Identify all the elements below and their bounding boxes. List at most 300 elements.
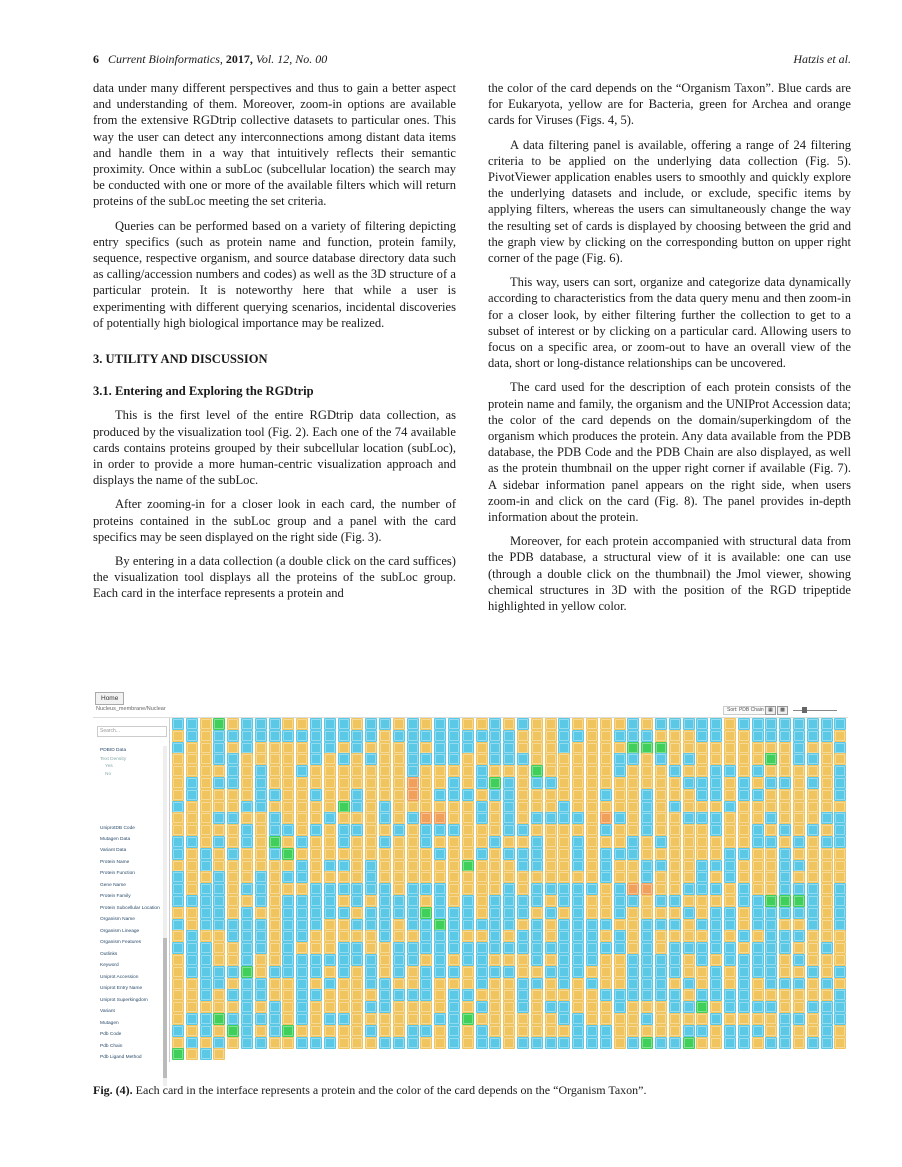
- protein-card-bacteria[interactable]: [655, 765, 667, 777]
- protein-card-eukaryota[interactable]: [282, 871, 294, 883]
- protein-card-eukaryota[interactable]: [738, 978, 750, 990]
- protein-card-eukaryota[interactable]: [545, 966, 557, 978]
- protein-card-bacteria[interactable]: [420, 1037, 432, 1049]
- protein-card-eukaryota[interactable]: [724, 765, 736, 777]
- protein-card-eukaryota[interactable]: [834, 777, 846, 789]
- protein-card-bacteria[interactable]: [351, 1037, 363, 1049]
- protein-card-eukaryota[interactable]: [269, 789, 281, 801]
- protein-card-eukaryota[interactable]: [269, 812, 281, 824]
- protein-card-eukaryota[interactable]: [213, 730, 225, 742]
- protein-card-bacteria[interactable]: [324, 919, 336, 931]
- protein-card-bacteria[interactable]: [296, 812, 308, 824]
- protein-card-bacteria[interactable]: [669, 860, 681, 872]
- protein-card-eukaryota[interactable]: [779, 718, 791, 730]
- protein-card-bacteria[interactable]: [627, 907, 639, 919]
- protein-card-bacteria[interactable]: [600, 777, 612, 789]
- protein-card-eukaryota[interactable]: [365, 907, 377, 919]
- protein-card-bacteria[interactable]: [834, 848, 846, 860]
- protein-card-eukaryota[interactable]: [821, 836, 833, 848]
- protein-card-eukaryota[interactable]: [531, 777, 543, 789]
- protein-card-eukaryota[interactable]: [420, 978, 432, 990]
- protein-card-eukaryota[interactable]: [738, 954, 750, 966]
- protein-card-bacteria[interactable]: [200, 871, 212, 883]
- protein-card-archea[interactable]: [627, 742, 639, 754]
- protein-card-bacteria[interactable]: [545, 742, 557, 754]
- protein-card-eukaryota[interactable]: [503, 966, 515, 978]
- protein-card-eukaryota[interactable]: [779, 848, 791, 860]
- protein-card-bacteria[interactable]: [489, 824, 501, 836]
- protein-card-eukaryota[interactable]: [545, 942, 557, 954]
- protein-card-eukaryota[interactable]: [448, 789, 460, 801]
- protein-card-eukaryota[interactable]: [282, 919, 294, 931]
- protein-card-bacteria[interactable]: [641, 907, 653, 919]
- protein-card-eukaryota[interactable]: [752, 1025, 764, 1037]
- protein-card-bacteria[interactable]: [793, 919, 805, 931]
- protein-card-bacteria[interactable]: [807, 871, 819, 883]
- protein-card-bacteria[interactable]: [669, 930, 681, 942]
- protein-card-bacteria[interactable]: [407, 848, 419, 860]
- protein-card-bacteria[interactable]: [172, 765, 184, 777]
- protein-card-eukaryota[interactable]: [213, 883, 225, 895]
- protein-card-bacteria[interactable]: [683, 895, 695, 907]
- protein-card-bacteria[interactable]: [834, 930, 846, 942]
- protein-card-eukaryota[interactable]: [627, 753, 639, 765]
- protein-card-bacteria[interactable]: [310, 1013, 322, 1025]
- protein-card-eukaryota[interactable]: [186, 942, 198, 954]
- protein-card-bacteria[interactable]: [683, 789, 695, 801]
- protein-card-eukaryota[interactable]: [324, 978, 336, 990]
- protein-card-eukaryota[interactable]: [379, 836, 391, 848]
- protein-card-bacteria[interactable]: [503, 871, 515, 883]
- protein-card-eukaryota[interactable]: [765, 966, 777, 978]
- protein-card-eukaryota[interactable]: [614, 989, 626, 1001]
- protein-card-bacteria[interactable]: [241, 871, 253, 883]
- protein-card-eukaryota[interactable]: [255, 718, 267, 730]
- protein-card-bacteria[interactable]: [172, 730, 184, 742]
- protein-card-archea[interactable]: [213, 1013, 225, 1025]
- protein-card-bacteria[interactable]: [255, 824, 267, 836]
- protein-card-bacteria[interactable]: [614, 954, 626, 966]
- protein-card-eukaryota[interactable]: [324, 742, 336, 754]
- protein-card-eukaryota[interactable]: [517, 895, 529, 907]
- protein-card-bacteria[interactable]: [282, 789, 294, 801]
- protein-card-eukaryota[interactable]: [255, 765, 267, 777]
- protein-card-bacteria[interactable]: [420, 860, 432, 872]
- protein-card-bacteria[interactable]: [296, 789, 308, 801]
- protein-card-eukaryota[interactable]: [614, 1001, 626, 1013]
- protein-card-eukaryota[interactable]: [696, 954, 708, 966]
- protein-card-bacteria[interactable]: [586, 907, 598, 919]
- protein-card-eukaryota[interactable]: [752, 895, 764, 907]
- protein-card-bacteria[interactable]: [793, 1001, 805, 1013]
- protein-card-eukaryota[interactable]: [213, 742, 225, 754]
- protein-card-eukaryota[interactable]: [572, 860, 584, 872]
- protein-card-bacteria[interactable]: [669, 848, 681, 860]
- protein-card-bacteria[interactable]: [807, 742, 819, 754]
- protein-card-bacteria[interactable]: [655, 801, 667, 813]
- protein-card-bacteria[interactable]: [765, 765, 777, 777]
- protein-card-bacteria[interactable]: [407, 801, 419, 813]
- protein-card-eukaryota[interactable]: [614, 942, 626, 954]
- protein-card-bacteria[interactable]: [738, 753, 750, 765]
- protein-card-eukaryota[interactable]: [393, 895, 405, 907]
- protein-card-eukaryota[interactable]: [696, 883, 708, 895]
- protein-card-bacteria[interactable]: [586, 966, 598, 978]
- protein-card-bacteria[interactable]: [379, 954, 391, 966]
- protein-card-eukaryota[interactable]: [365, 871, 377, 883]
- protein-card-eukaryota[interactable]: [476, 765, 488, 777]
- protein-card-bacteria[interactable]: [282, 801, 294, 813]
- protein-card-bacteria[interactable]: [420, 718, 432, 730]
- protein-card-eukaryota[interactable]: [476, 942, 488, 954]
- protein-card-archea[interactable]: [683, 1037, 695, 1049]
- protein-card-eukaryota[interactable]: [834, 718, 846, 730]
- protein-card-eukaryota[interactable]: [296, 765, 308, 777]
- protein-card-bacteria[interactable]: [627, 942, 639, 954]
- protein-card-eukaryota[interactable]: [503, 883, 515, 895]
- protein-card-eukaryota[interactable]: [407, 954, 419, 966]
- protein-card-bacteria[interactable]: [503, 930, 515, 942]
- protein-card-bacteria[interactable]: [186, 1025, 198, 1037]
- protein-card-bacteria[interactable]: [696, 1013, 708, 1025]
- protein-card-eukaryota[interactable]: [393, 966, 405, 978]
- protein-card-bacteria[interactable]: [393, 1013, 405, 1025]
- protein-card-bacteria[interactable]: [545, 718, 557, 730]
- protein-card-eukaryota[interactable]: [683, 907, 695, 919]
- protein-card-eukaryota[interactable]: [296, 1001, 308, 1013]
- protein-card-bacteria[interactable]: [586, 753, 598, 765]
- protein-card-eukaryota[interactable]: [752, 954, 764, 966]
- protein-card-eukaryota[interactable]: [710, 730, 722, 742]
- protein-card-bacteria[interactable]: [807, 812, 819, 824]
- protein-card-bacteria[interactable]: [655, 942, 667, 954]
- protein-card-bacteria[interactable]: [834, 1037, 846, 1049]
- protein-card-eukaryota[interactable]: [241, 1001, 253, 1013]
- protein-card-bacteria[interactable]: [338, 919, 350, 931]
- protein-card-bacteria[interactable]: [807, 765, 819, 777]
- protein-card-bacteria[interactable]: [531, 1001, 543, 1013]
- protein-card-eukaryota[interactable]: [172, 1025, 184, 1037]
- protein-card-bacteria[interactable]: [255, 753, 267, 765]
- protein-card-bacteria[interactable]: [752, 930, 764, 942]
- protein-card-bacteria[interactable]: [213, 860, 225, 872]
- protein-card-bacteria[interactable]: [269, 742, 281, 754]
- protein-card-bacteria[interactable]: [641, 753, 653, 765]
- protein-card-eukaryota[interactable]: [269, 1025, 281, 1037]
- protein-card-eukaryota[interactable]: [420, 883, 432, 895]
- protein-card-bacteria[interactable]: [269, 930, 281, 942]
- protein-card-bacteria[interactable]: [393, 848, 405, 860]
- protein-card-eukaryota[interactable]: [669, 989, 681, 1001]
- protein-card-eukaryota[interactable]: [255, 1013, 267, 1025]
- protein-card-eukaryota[interactable]: [779, 883, 791, 895]
- protein-card-eukaryota[interactable]: [765, 978, 777, 990]
- protein-card-eukaryota[interactable]: [227, 930, 239, 942]
- protein-card-bacteria[interactable]: [365, 836, 377, 848]
- protein-card-eukaryota[interactable]: [489, 836, 501, 848]
- protein-card-bacteria[interactable]: [669, 907, 681, 919]
- protein-card-eukaryota[interactable]: [489, 966, 501, 978]
- protein-card-eukaryota[interactable]: [558, 718, 570, 730]
- protein-card-bacteria[interactable]: [172, 989, 184, 1001]
- protein-card-eukaryota[interactable]: [669, 801, 681, 813]
- protein-card-bacteria[interactable]: [710, 836, 722, 848]
- protein-card-bacteria[interactable]: [600, 801, 612, 813]
- protein-card-eukaryota[interactable]: [282, 895, 294, 907]
- protein-card-bacteria[interactable]: [600, 753, 612, 765]
- protein-card-bacteria[interactable]: [227, 954, 239, 966]
- protein-card-bacteria[interactable]: [227, 883, 239, 895]
- protein-card-eukaryota[interactable]: [752, 718, 764, 730]
- protein-card-eukaryota[interactable]: [572, 895, 584, 907]
- protein-card-bacteria[interactable]: [586, 860, 598, 872]
- protein-card-bacteria[interactable]: [807, 789, 819, 801]
- protein-card-bacteria[interactable]: [586, 718, 598, 730]
- protein-card-eukaryota[interactable]: [752, 836, 764, 848]
- protein-card-bacteria[interactable]: [821, 824, 833, 836]
- protein-card-bacteria[interactable]: [200, 765, 212, 777]
- protein-card-archea[interactable]: [765, 895, 777, 907]
- protein-card-eukaryota[interactable]: [738, 789, 750, 801]
- protein-card-bacteria[interactable]: [365, 801, 377, 813]
- protein-card-eukaryota[interactable]: [724, 801, 736, 813]
- protein-card-eukaryota[interactable]: [255, 930, 267, 942]
- filter-item[interactable]: Protein Function: [100, 871, 135, 876]
- protein-card-bacteria[interactable]: [738, 824, 750, 836]
- protein-card-bacteria[interactable]: [545, 860, 557, 872]
- protein-card-bacteria[interactable]: [793, 1025, 805, 1037]
- protein-card-bacteria[interactable]: [310, 801, 322, 813]
- protein-card-bacteria[interactable]: [738, 907, 750, 919]
- protein-card-bacteria[interactable]: [683, 824, 695, 836]
- protein-card-bacteria[interactable]: [793, 765, 805, 777]
- protein-card-eukaryota[interactable]: [558, 730, 570, 742]
- protein-card-eukaryota[interactable]: [379, 907, 391, 919]
- protein-card-eukaryota[interactable]: [807, 895, 819, 907]
- protein-card-eukaryota[interactable]: [738, 1001, 750, 1013]
- protein-card-bacteria[interactable]: [627, 777, 639, 789]
- home-button[interactable]: Home: [95, 692, 124, 705]
- protein-card-eukaryota[interactable]: [724, 1001, 736, 1013]
- protein-card-bacteria[interactable]: [489, 848, 501, 860]
- protein-card-eukaryota[interactable]: [476, 1025, 488, 1037]
- protein-card-bacteria[interactable]: [793, 777, 805, 789]
- protein-card-bacteria[interactable]: [586, 871, 598, 883]
- protein-card-eukaryota[interactable]: [365, 860, 377, 872]
- protein-card-eukaryota[interactable]: [255, 919, 267, 931]
- protein-card-eukaryota[interactable]: [241, 907, 253, 919]
- protein-card-eukaryota[interactable]: [724, 989, 736, 1001]
- protein-card-bacteria[interactable]: [614, 871, 626, 883]
- protein-card-viruses[interactable]: [627, 883, 639, 895]
- protein-card-eukaryota[interactable]: [765, 930, 777, 942]
- protein-card-bacteria[interactable]: [420, 742, 432, 754]
- protein-card-eukaryota[interactable]: [310, 789, 322, 801]
- protein-card-bacteria[interactable]: [669, 1025, 681, 1037]
- protein-card-bacteria[interactable]: [241, 812, 253, 824]
- protein-card-bacteria[interactable]: [241, 848, 253, 860]
- grid-view-button[interactable]: ▦: [765, 706, 776, 715]
- protein-card-eukaryota[interactable]: [724, 1025, 736, 1037]
- protein-card-eukaryota[interactable]: [738, 848, 750, 860]
- protein-card-eukaryota[interactable]: [752, 730, 764, 742]
- protein-card-bacteria[interactable]: [600, 907, 612, 919]
- protein-card-eukaryota[interactable]: [779, 871, 791, 883]
- protein-card-eukaryota[interactable]: [779, 1037, 791, 1049]
- protein-card-bacteria[interactable]: [200, 789, 212, 801]
- protein-card-bacteria[interactable]: [834, 753, 846, 765]
- protein-card-eukaryota[interactable]: [255, 978, 267, 990]
- protein-card-bacteria[interactable]: [683, 871, 695, 883]
- protein-card-bacteria[interactable]: [186, 883, 198, 895]
- protein-card-bacteria[interactable]: [172, 966, 184, 978]
- protein-card-bacteria[interactable]: [324, 801, 336, 813]
- protein-card-eukaryota[interactable]: [572, 848, 584, 860]
- protein-card-eukaryota[interactable]: [752, 765, 764, 777]
- protein-card-bacteria[interactable]: [779, 789, 791, 801]
- protein-card-eukaryota[interactable]: [641, 789, 653, 801]
- protein-card-bacteria[interactable]: [365, 848, 377, 860]
- protein-card-eukaryota[interactable]: [269, 848, 281, 860]
- protein-card-bacteria[interactable]: [545, 730, 557, 742]
- protein-card-eukaryota[interactable]: [821, 1037, 833, 1049]
- filter-item[interactable]: Uniprot Entry Name: [100, 986, 143, 991]
- protein-card-eukaryota[interactable]: [282, 942, 294, 954]
- protein-card-eukaryota[interactable]: [558, 942, 570, 954]
- protein-card-eukaryota[interactable]: [793, 860, 805, 872]
- protein-card-bacteria[interactable]: [310, 765, 322, 777]
- protein-card-eukaryota[interactable]: [324, 1037, 336, 1049]
- protein-card-bacteria[interactable]: [655, 1001, 667, 1013]
- protein-card-bacteria[interactable]: [186, 860, 198, 872]
- protein-card-eukaryota[interactable]: [407, 942, 419, 954]
- protein-card-bacteria[interactable]: [807, 978, 819, 990]
- protein-card-eukaryota[interactable]: [793, 753, 805, 765]
- protein-card-bacteria[interactable]: [365, 930, 377, 942]
- protein-card-eukaryota[interactable]: [255, 942, 267, 954]
- protein-card-eukaryota[interactable]: [269, 966, 281, 978]
- protein-card-bacteria[interactable]: [531, 742, 543, 754]
- filter-item[interactable]: Protein Subcellular Location: [100, 906, 160, 911]
- protein-card-bacteria[interactable]: [696, 978, 708, 990]
- protein-card-eukaryota[interactable]: [669, 895, 681, 907]
- protein-card-archea[interactable]: [641, 1037, 653, 1049]
- protein-card-bacteria[interactable]: [476, 753, 488, 765]
- protein-card-bacteria[interactable]: [227, 871, 239, 883]
- protein-card-bacteria[interactable]: [351, 907, 363, 919]
- protein-card-eukaryota[interactable]: [255, 883, 267, 895]
- protein-card-bacteria[interactable]: [434, 871, 446, 883]
- protein-card-eukaryota[interactable]: [379, 989, 391, 1001]
- protein-card-eukaryota[interactable]: [476, 954, 488, 966]
- protein-card-bacteria[interactable]: [614, 966, 626, 978]
- protein-card-bacteria[interactable]: [420, 895, 432, 907]
- protein-card-eukaryota[interactable]: [296, 930, 308, 942]
- protein-card-bacteria[interactable]: [752, 989, 764, 1001]
- protein-card-bacteria[interactable]: [641, 836, 653, 848]
- protein-card-eukaryota[interactable]: [476, 848, 488, 860]
- protein-card-eukaryota[interactable]: [462, 919, 474, 931]
- protein-card-eukaryota[interactable]: [738, 895, 750, 907]
- protein-card-bacteria[interactable]: [269, 883, 281, 895]
- protein-card-bacteria[interactable]: [351, 812, 363, 824]
- protein-card-bacteria[interactable]: [600, 966, 612, 978]
- protein-card-bacteria[interactable]: [710, 1025, 722, 1037]
- protein-card-bacteria[interactable]: [558, 871, 570, 883]
- protein-card-bacteria[interactable]: [614, 777, 626, 789]
- protein-card-bacteria[interactable]: [558, 907, 570, 919]
- protein-card-eukaryota[interactable]: [696, 942, 708, 954]
- protein-card-bacteria[interactable]: [200, 753, 212, 765]
- protein-card-bacteria[interactable]: [324, 824, 336, 836]
- protein-card-bacteria[interactable]: [338, 812, 350, 824]
- protein-card-eukaryota[interactable]: [213, 836, 225, 848]
- protein-card-eukaryota[interactable]: [503, 742, 515, 754]
- protein-card-eukaryota[interactable]: [462, 942, 474, 954]
- protein-card-eukaryota[interactable]: [710, 812, 722, 824]
- protein-card-bacteria[interactable]: [255, 907, 267, 919]
- protein-card-eukaryota[interactable]: [489, 789, 501, 801]
- protein-card-bacteria[interactable]: [462, 824, 474, 836]
- protein-card-bacteria[interactable]: [338, 978, 350, 990]
- protein-card-eukaryota[interactable]: [462, 989, 474, 1001]
- protein-card-eukaryota[interactable]: [779, 907, 791, 919]
- protein-card-bacteria[interactable]: [296, 824, 308, 836]
- protein-card-bacteria[interactable]: [186, 765, 198, 777]
- protein-card-bacteria[interactable]: [572, 801, 584, 813]
- protein-card-bacteria[interactable]: [393, 812, 405, 824]
- filter-item[interactable]: Text Density: [100, 757, 127, 762]
- protein-card-bacteria[interactable]: [462, 930, 474, 942]
- protein-card-bacteria[interactable]: [338, 765, 350, 777]
- protein-card-eukaryota[interactable]: [600, 824, 612, 836]
- protein-card-eukaryota[interactable]: [779, 1013, 791, 1025]
- protein-card-bacteria[interactable]: [282, 718, 294, 730]
- protein-card-eukaryota[interactable]: [310, 989, 322, 1001]
- protein-card-bacteria[interactable]: [600, 978, 612, 990]
- protein-card-eukaryota[interactable]: [572, 730, 584, 742]
- protein-card-bacteria[interactable]: [200, 1001, 212, 1013]
- protein-card-bacteria[interactable]: [448, 978, 460, 990]
- protein-card-bacteria[interactable]: [200, 812, 212, 824]
- protein-card-eukaryota[interactable]: [572, 954, 584, 966]
- protein-card-eukaryota[interactable]: [600, 789, 612, 801]
- protein-card-bacteria[interactable]: [517, 919, 529, 931]
- protein-card-eukaryota[interactable]: [572, 1013, 584, 1025]
- protein-card-bacteria[interactable]: [683, 742, 695, 754]
- filter-item[interactable]: Organism Name: [100, 917, 135, 922]
- protein-card-bacteria[interactable]: [351, 848, 363, 860]
- protein-card-eukaryota[interactable]: [200, 895, 212, 907]
- protein-card-bacteria[interactable]: [669, 777, 681, 789]
- protein-card-bacteria[interactable]: [600, 718, 612, 730]
- protein-card-bacteria[interactable]: [545, 848, 557, 860]
- protein-card-bacteria[interactable]: [476, 989, 488, 1001]
- protein-card-bacteria[interactable]: [627, 1001, 639, 1013]
- protein-card-eukaryota[interactable]: [821, 812, 833, 824]
- protein-card-bacteria[interactable]: [752, 871, 764, 883]
- protein-card-bacteria[interactable]: [641, 1025, 653, 1037]
- protein-card-eukaryota[interactable]: [379, 801, 391, 813]
- protein-card-eukaryota[interactable]: [710, 860, 722, 872]
- protein-card-eukaryota[interactable]: [241, 919, 253, 931]
- protein-card-bacteria[interactable]: [683, 860, 695, 872]
- protein-card-bacteria[interactable]: [724, 978, 736, 990]
- protein-card-bacteria[interactable]: [586, 848, 598, 860]
- protein-card-eukaryota[interactable]: [765, 1001, 777, 1013]
- protein-card-bacteria[interactable]: [724, 824, 736, 836]
- protein-card-bacteria[interactable]: [282, 860, 294, 872]
